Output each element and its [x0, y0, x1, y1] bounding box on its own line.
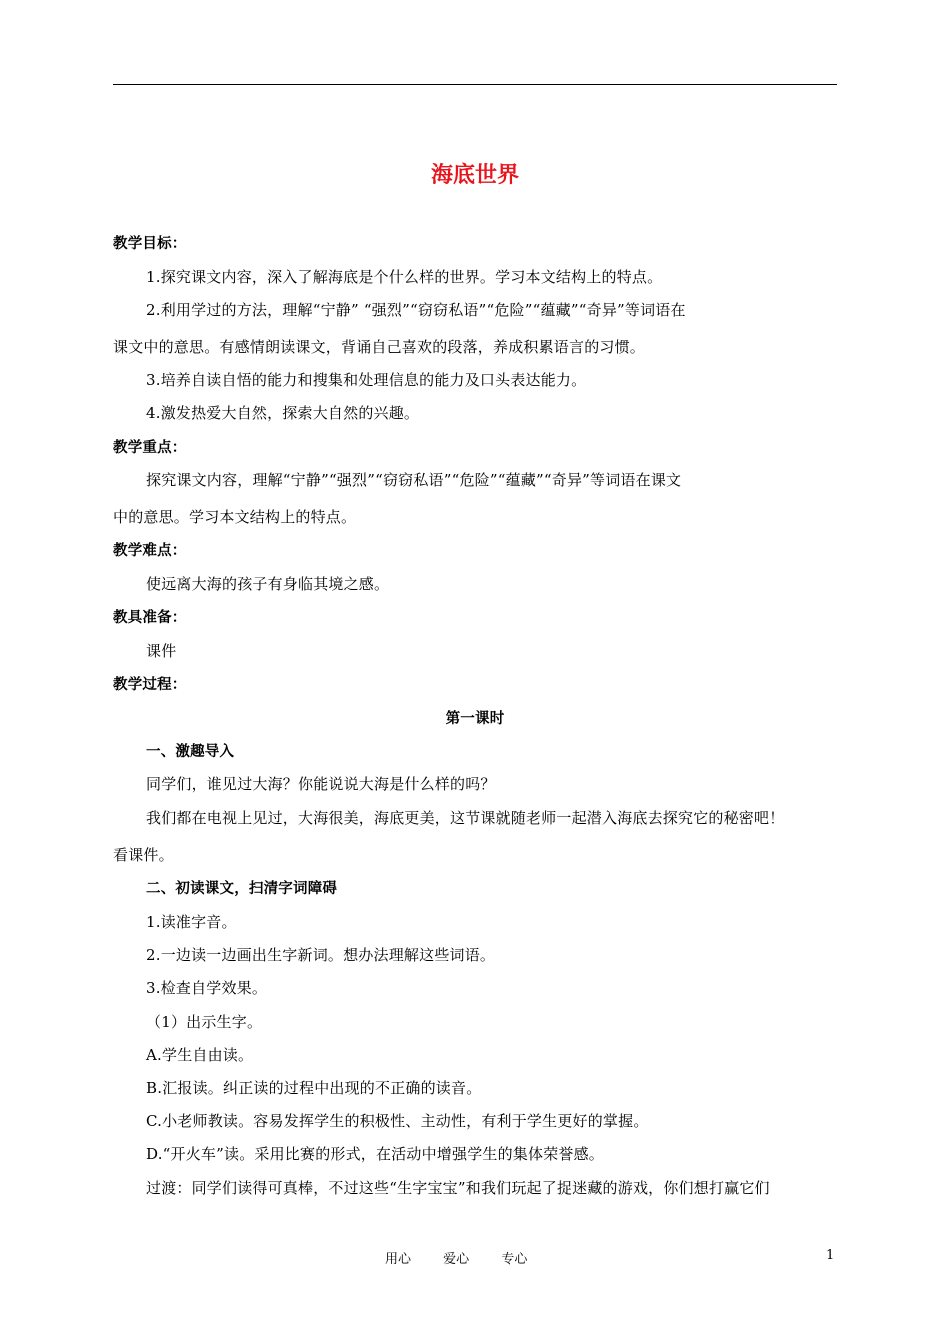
goal-1: 1.探究课文内容，深入了解海底是个什么样的世界。学习本文结构上的特点。 — [146, 268, 663, 286]
footer-mid: 爱心 — [443, 1252, 470, 1267]
s2-line-8: D.“开火车”读。采用比赛的形式，在活动中增强学生的集体荣誉感。 — [146, 1145, 604, 1163]
difficulty-text: 使远离大海的孩子有身临其境之感。 — [146, 575, 390, 593]
s2-line-1: 1.读准字音。 — [146, 913, 237, 931]
document-title: 海底世界 — [430, 163, 519, 188]
s2-line-5: A.学生自由读。 — [146, 1046, 254, 1064]
section-2-heading: 二、初读课文，扫清字词障碍 — [146, 881, 338, 897]
section-1-heading: 一、激趣导入 — [146, 744, 235, 760]
goal-2: 2.利用学过的方法，理解“宁静” “强烈”“窃窃私语”“危险”“蕴藏”“奇异”等词语在 — [146, 301, 686, 319]
s1-line-1: 同学们，谁见过大海？你能说说大海是什么样的吗？ — [146, 775, 496, 793]
page-number: 1 — [826, 1248, 835, 1263]
prep-text: 课件 — [146, 642, 177, 660]
goal-3: 3.培养自读自悟的能力和搜集和处理信息的能力及口头表达能力。 — [146, 371, 587, 389]
s2-line-3: 3.检查自学效果。 — [146, 979, 268, 997]
goals-heading: 教学目标： — [113, 236, 187, 252]
s2-line-6: B.汇报读。纠正读的过程中出现的不正确的读音。 — [146, 1079, 482, 1097]
lesson-title: 第一课时 — [445, 711, 505, 727]
footer-right: 专心 — [501, 1252, 528, 1267]
header-rule — [113, 84, 837, 85]
key-line-1: 探究课文内容，理解“宁静”“强烈”“窃窃私语”“危险”“蕴藏”“奇异”等词语在课文 — [146, 471, 682, 489]
s1-line-3: 看课件。 — [113, 846, 174, 864]
key-heading: 教学重点： — [113, 440, 187, 456]
goal-4: 4.激发热爱大自然，探索大自然的兴趣。 — [146, 404, 420, 422]
goal-2-cont: 课文中的意思。有感情朗读课文，背诵自己喜欢的段落，养成积累语言的习惯。 — [113, 338, 646, 356]
key-line-2: 中的意思。学习本文结构上的特点。 — [113, 508, 357, 526]
s1-line-2: 我们都在电视上见过，大海很美，海底更美，这节课就随老师一起潜入海底去探究它的秘密吧！ — [146, 809, 785, 827]
s2-line-4: （1）出示生字。 — [146, 1013, 263, 1031]
process-heading: 教学过程： — [113, 677, 187, 693]
s2-line-2: 2.一边读一边画出生字新词。想办法理解这些词语。 — [146, 946, 496, 964]
prep-heading: 教具准备： — [113, 610, 187, 626]
footer-motto — [385, 1248, 555, 1267]
s2-line-7: C.小老师教读。容易发挥学生的积极性、主动性，有利于学生更好的掌握。 — [146, 1112, 649, 1130]
s2-line-9: 过渡：同学们读得可真棒，不过这些“生字宝宝”和我们玩起了捉迷藏的游戏，你们想打赢它们 — [146, 1179, 770, 1197]
difficulty-heading: 教学难点： — [113, 543, 187, 559]
footer-left: 用心 — [385, 1252, 412, 1267]
